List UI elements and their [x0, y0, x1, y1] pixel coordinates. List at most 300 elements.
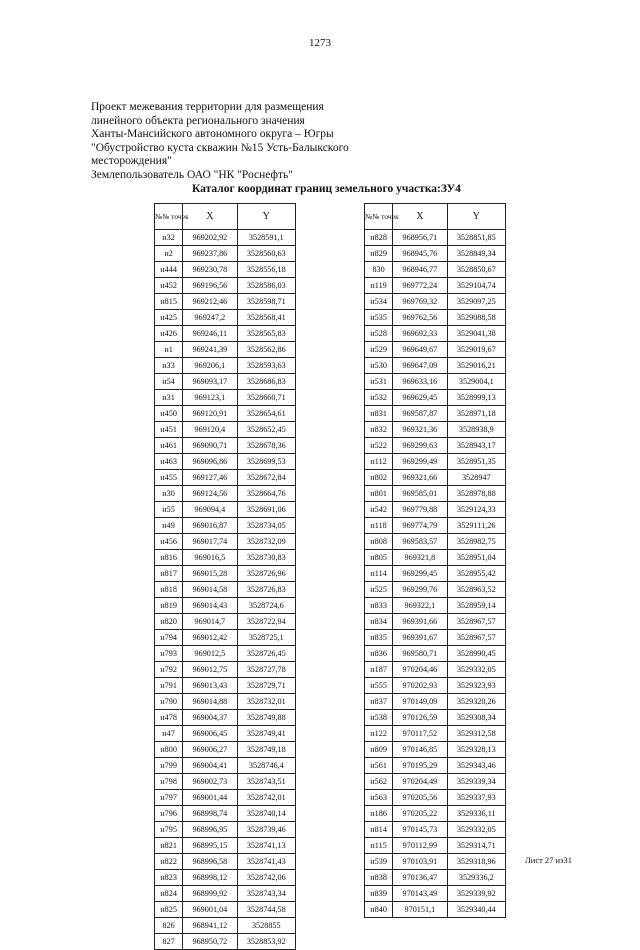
y-coordinate-cell: 3529336,11: [447, 806, 505, 822]
coordinates-table-left: [154, 203, 296, 950]
table-row: [365, 374, 506, 390]
y-coordinate-cell: 3528730,83: [237, 550, 295, 566]
point-number-cell: н426: [155, 326, 183, 342]
x-coordinate-cell: 968956,71: [393, 230, 447, 246]
y-coordinate-cell: 3528739,46: [237, 822, 295, 838]
table-row: [155, 294, 296, 310]
point-number-cell: н186: [365, 806, 393, 822]
y-coordinate-cell: 3528652,45: [237, 422, 295, 438]
x-coordinate-cell: 970103,91: [393, 854, 447, 870]
table-row: [365, 614, 506, 630]
table-row: [365, 470, 506, 486]
x-coordinate-cell: 969090,71: [183, 438, 237, 454]
x-coordinate-cell: 969391,66: [393, 614, 447, 630]
x-coordinate-cell: 969299,45: [393, 566, 447, 582]
x-coordinate-cell: 969123,1: [183, 390, 237, 406]
y-coordinate-cell: 3528849,34: [447, 246, 505, 262]
table-row: [155, 902, 296, 918]
table-row: [365, 262, 506, 278]
x-coordinate-cell: 969014,88: [183, 694, 237, 710]
column-header-y: Y: [237, 204, 295, 230]
table-row: [155, 646, 296, 662]
point-number-cell: н797: [155, 790, 183, 806]
column-header-num: №№ точек: [365, 204, 393, 230]
point-number-cell: н49: [155, 518, 183, 534]
table-row: [155, 710, 296, 726]
point-number-cell: н793: [155, 646, 183, 662]
point-number-cell: н530: [365, 358, 393, 374]
table-row: [365, 502, 506, 518]
table-row: [155, 726, 296, 742]
x-coordinate-cell: 970126,59: [393, 710, 447, 726]
x-coordinate-cell: 969633,16: [393, 374, 447, 390]
table-row: [155, 310, 296, 326]
point-number-cell: н815: [155, 294, 183, 310]
x-coordinate-cell: 969241,39: [183, 342, 237, 358]
table-row: [155, 662, 296, 678]
point-number-cell: н534: [365, 294, 393, 310]
x-coordinate-cell: 968995,15: [183, 838, 237, 854]
header-line: Землепользователь ОАО "НК "Роснефть": [91, 168, 293, 181]
point-number-cell: н478: [155, 710, 183, 726]
y-coordinate-cell: 3528565,83: [237, 326, 295, 342]
table-row: [155, 550, 296, 566]
point-number-cell: н444: [155, 262, 183, 278]
y-coordinate-cell: 3528740,14: [237, 806, 295, 822]
x-coordinate-cell: 969002,73: [183, 774, 237, 790]
point-number-cell: 827: [155, 934, 183, 950]
y-coordinate-cell: 3528562,86: [237, 342, 295, 358]
table-header-row: [155, 204, 296, 230]
point-number-cell: н829: [365, 246, 393, 262]
point-number-cell: н805: [365, 550, 393, 566]
y-coordinate-cell: 3528943,17: [447, 438, 505, 454]
x-coordinate-cell: 969580,71: [393, 646, 447, 662]
x-coordinate-cell: 969196,56: [183, 278, 237, 294]
table-row: [155, 854, 296, 870]
x-coordinate-cell: 970117,52: [393, 726, 447, 742]
y-coordinate-cell: 3529019,67: [447, 342, 505, 358]
x-coordinate-cell: 968998,74: [183, 806, 237, 822]
table-row: [365, 854, 506, 870]
table-row: [155, 406, 296, 422]
point-number-cell: н837: [365, 694, 393, 710]
table-row: [365, 710, 506, 726]
table-row: [365, 326, 506, 342]
point-number-cell: н563: [365, 790, 393, 806]
point-number-cell: н791: [155, 678, 183, 694]
table-row: [155, 342, 296, 358]
table-row: [365, 486, 506, 502]
point-number-cell: н823: [155, 870, 183, 886]
point-number-cell: н455: [155, 470, 183, 486]
table-row: [365, 246, 506, 262]
x-coordinate-cell: 969012,75: [183, 662, 237, 678]
table-row: [155, 934, 296, 950]
y-coordinate-cell: 3528967,57: [447, 614, 505, 630]
x-coordinate-cell: 969299,76: [393, 582, 447, 598]
point-number-cell: н452: [155, 278, 183, 294]
x-coordinate-cell: 969120,91: [183, 406, 237, 422]
table-row: [365, 342, 506, 358]
point-number-cell: н33: [155, 358, 183, 374]
header-line: Проект межевания территории для размещения: [91, 101, 324, 113]
point-number-cell: н831: [365, 406, 393, 422]
x-coordinate-cell: 969246,11: [183, 326, 237, 342]
x-coordinate-cell: 969120,4: [183, 422, 237, 438]
y-coordinate-cell: 3528743,51: [237, 774, 295, 790]
point-number-cell: н555: [365, 678, 393, 694]
x-coordinate-cell: 968950,72: [183, 934, 237, 950]
x-coordinate-cell: 969321,66: [393, 470, 447, 486]
table-row: [365, 902, 506, 918]
y-coordinate-cell: 3529339,34: [447, 774, 505, 790]
y-coordinate-cell: 3529111,26: [447, 518, 505, 534]
column-header-num: №№ точек: [155, 204, 183, 230]
y-coordinate-cell: 3529320,26: [447, 694, 505, 710]
y-coordinate-cell: 3529323,93: [447, 678, 505, 694]
point-number-cell: н450: [155, 406, 183, 422]
table-row: [155, 390, 296, 406]
point-number-cell: н461: [155, 438, 183, 454]
table-row: [155, 438, 296, 454]
y-coordinate-cell: 3528851,85: [447, 230, 505, 246]
table-row: [365, 454, 506, 470]
table-row: [155, 598, 296, 614]
table-row: [155, 694, 296, 710]
x-coordinate-cell: 969202,92: [183, 230, 237, 246]
y-coordinate-cell: 3528963,52: [447, 582, 505, 598]
document-header: [91, 101, 391, 182]
x-coordinate-cell: 969583,57: [393, 534, 447, 550]
x-coordinate-cell: 969212,46: [183, 294, 237, 310]
point-number-cell: н833: [365, 598, 393, 614]
point-number-cell: н456: [155, 534, 183, 550]
table-row: [365, 662, 506, 678]
table-row: [365, 550, 506, 566]
x-coordinate-cell: 969014,43: [183, 598, 237, 614]
x-coordinate-cell: 969692,33: [393, 326, 447, 342]
y-coordinate-cell: 3529328,13: [447, 742, 505, 758]
y-coordinate-cell: 3528971,18: [447, 406, 505, 422]
x-coordinate-cell: 970136,47: [393, 870, 447, 886]
table-row: [365, 534, 506, 550]
table-row: [365, 518, 506, 534]
column-header-x: X: [393, 204, 447, 230]
x-coordinate-cell: 969001,44: [183, 790, 237, 806]
x-coordinate-cell: 969124,56: [183, 486, 237, 502]
table-row: [365, 598, 506, 614]
x-coordinate-cell: 970143,49: [393, 886, 447, 902]
point-number-cell: н824: [155, 886, 183, 902]
header-line: "Обустройство куста скважин №15 Усть-Балыкского: [91, 141, 349, 154]
x-coordinate-cell: 970204,46: [393, 662, 447, 678]
y-coordinate-cell: 3529340,44: [447, 902, 505, 918]
x-coordinate-cell: 969299,63: [393, 438, 447, 454]
point-number-cell: н799: [155, 758, 183, 774]
table-row: [365, 406, 506, 422]
y-coordinate-cell: 3529308,34: [447, 710, 505, 726]
x-coordinate-cell: 969237,86: [183, 246, 237, 262]
y-coordinate-cell: 3528660,71: [237, 390, 295, 406]
point-number-cell: н840: [365, 902, 393, 918]
y-coordinate-cell: 3528742,06: [237, 870, 295, 886]
point-number-cell: н118: [365, 518, 393, 534]
table-row: [155, 918, 296, 934]
point-number-cell: н790: [155, 694, 183, 710]
point-number-cell: н532: [365, 390, 393, 406]
x-coordinate-cell: 968996,95: [183, 822, 237, 838]
x-coordinate-cell: 969206,1: [183, 358, 237, 374]
y-coordinate-cell: 3528591,1: [237, 230, 295, 246]
table-row: [155, 806, 296, 822]
x-coordinate-cell: 968998,12: [183, 870, 237, 886]
catalog-title: Каталог координат границ земельного участка:ЗУ4: [192, 183, 461, 195]
x-coordinate-cell: 969769,32: [393, 294, 447, 310]
x-coordinate-cell: 968946,77: [393, 262, 447, 278]
point-number-cell: н187: [365, 662, 393, 678]
point-number-cell: н525: [365, 582, 393, 598]
table-row: [155, 678, 296, 694]
table-row: [155, 534, 296, 550]
point-number-cell: н814: [365, 822, 393, 838]
y-coordinate-cell: 3528722,94: [237, 614, 295, 630]
point-number-cell: н31: [155, 390, 183, 406]
point-number-cell: н796: [155, 806, 183, 822]
table-row: [155, 486, 296, 502]
table-row: [155, 630, 296, 646]
y-coordinate-cell: 3528947: [447, 470, 505, 486]
point-number-cell: н821: [155, 838, 183, 854]
x-coordinate-cell: 969127,46: [183, 470, 237, 486]
table-row: [155, 742, 296, 758]
y-coordinate-cell: 3529041,38: [447, 326, 505, 342]
x-coordinate-cell: 969779,88: [393, 502, 447, 518]
table-row: [365, 886, 506, 902]
y-coordinate-cell: 3528855: [237, 918, 295, 934]
y-coordinate-cell: 3528741,13: [237, 838, 295, 854]
point-number-cell: н822: [155, 854, 183, 870]
point-number-cell: н817: [155, 566, 183, 582]
table-row: [155, 758, 296, 774]
y-coordinate-cell: 3529332,05: [447, 822, 505, 838]
column-header-x: X: [183, 204, 237, 230]
y-coordinate-cell: 3528556,18: [237, 262, 295, 278]
coordinates-table-right: [364, 203, 506, 918]
point-number-cell: н425: [155, 310, 183, 326]
table-row: [365, 838, 506, 854]
y-coordinate-cell: 3528967,57: [447, 630, 505, 646]
table-row: [155, 774, 296, 790]
y-coordinate-cell: 3528686,83: [237, 374, 295, 390]
x-coordinate-cell: 969649,67: [393, 342, 447, 358]
x-coordinate-cell: 969016,5: [183, 550, 237, 566]
point-number-cell: н832: [365, 422, 393, 438]
table-row: [155, 790, 296, 806]
point-number-cell: н122: [365, 726, 393, 742]
y-coordinate-cell: 3528654,61: [237, 406, 295, 422]
y-coordinate-cell: 3529016,21: [447, 358, 505, 374]
point-number-cell: н115: [365, 838, 393, 854]
y-coordinate-cell: 3528999,13: [447, 390, 505, 406]
y-coordinate-cell: 3529124,33: [447, 502, 505, 518]
table-row: [155, 502, 296, 518]
point-number-cell: н808: [365, 534, 393, 550]
x-coordinate-cell: 970145,73: [393, 822, 447, 838]
y-coordinate-cell: 3529336,2: [447, 870, 505, 886]
x-coordinate-cell: 969017,74: [183, 534, 237, 550]
x-coordinate-cell: 969321,36: [393, 422, 447, 438]
sheet-footer: Лист 27 из31: [525, 855, 572, 865]
table-row: [365, 758, 506, 774]
y-coordinate-cell: 3528982,75: [447, 534, 505, 550]
table-row: [155, 886, 296, 902]
y-coordinate-cell: 3528724,6: [237, 598, 295, 614]
point-number-cell: н529: [365, 342, 393, 358]
y-coordinate-cell: 3528699,53: [237, 454, 295, 470]
table-row: [155, 358, 296, 374]
table-row: [365, 726, 506, 742]
y-coordinate-cell: 3529104,74: [447, 278, 505, 294]
y-coordinate-cell: 3528990,45: [447, 646, 505, 662]
table-row: [365, 310, 506, 326]
point-number-cell: н561: [365, 758, 393, 774]
table-row: [155, 518, 296, 534]
point-number-cell: н112: [365, 454, 393, 470]
x-coordinate-cell: 969629,45: [393, 390, 447, 406]
x-coordinate-cell: 969647,09: [393, 358, 447, 374]
point-number-cell: н818: [155, 582, 183, 598]
x-coordinate-cell: 970112,99: [393, 838, 447, 854]
table-row: [155, 838, 296, 854]
y-coordinate-cell: 3528691,06: [237, 502, 295, 518]
x-coordinate-cell: 970204,49: [393, 774, 447, 790]
point-number-cell: н55: [155, 502, 183, 518]
table-row: [155, 246, 296, 262]
point-number-cell: н538: [365, 710, 393, 726]
y-coordinate-cell: 3528951,04: [447, 550, 505, 566]
point-number-cell: н809: [365, 742, 393, 758]
y-coordinate-cell: 3528959,14: [447, 598, 505, 614]
table-row: [155, 822, 296, 838]
x-coordinate-cell: 968945,76: [393, 246, 447, 262]
y-coordinate-cell: 3528749,18: [237, 742, 295, 758]
y-coordinate-cell: 3528664,76: [237, 486, 295, 502]
y-coordinate-cell: 3529314,71: [447, 838, 505, 854]
point-number-cell: н32: [155, 230, 183, 246]
x-coordinate-cell: 970202,93: [393, 678, 447, 694]
x-coordinate-cell: 969096,86: [183, 454, 237, 470]
point-number-cell: н838: [365, 870, 393, 886]
point-number-cell: н531: [365, 374, 393, 390]
point-number-cell: н800: [155, 742, 183, 758]
x-coordinate-cell: 969299,49: [393, 454, 447, 470]
x-coordinate-cell: 969230,78: [183, 262, 237, 278]
y-coordinate-cell: 3528749,88: [237, 710, 295, 726]
table-row: [155, 326, 296, 342]
table-row: [155, 566, 296, 582]
x-coordinate-cell: 969006,27: [183, 742, 237, 758]
point-number-cell: н836: [365, 646, 393, 662]
x-coordinate-cell: 969004,41: [183, 758, 237, 774]
point-number-cell: н528: [365, 326, 393, 342]
y-coordinate-cell: 3528568,41: [237, 310, 295, 326]
y-coordinate-cell: 3528743,34: [237, 886, 295, 902]
y-coordinate-cell: 3528938,9: [447, 422, 505, 438]
x-coordinate-cell: 970205,22: [393, 806, 447, 822]
table-row: [155, 470, 296, 486]
y-coordinate-cell: 3529339,92: [447, 886, 505, 902]
page-number: 1273: [309, 37, 331, 49]
table-row: [365, 806, 506, 822]
header-line: Ханты-Мансийского автономного округа – Югры: [91, 128, 334, 140]
header-line: линейного объекта регионального значения: [91, 114, 305, 127]
x-coordinate-cell: 969016,87: [183, 518, 237, 534]
x-coordinate-cell: 969391,67: [393, 630, 447, 646]
table-row: [365, 742, 506, 758]
x-coordinate-cell: 969321,8: [393, 550, 447, 566]
point-number-cell: н30: [155, 486, 183, 502]
table-row: [365, 358, 506, 374]
x-coordinate-cell: 969012,42: [183, 630, 237, 646]
y-coordinate-cell: 3529004,1: [447, 374, 505, 390]
y-coordinate-cell: 3529332,05: [447, 662, 505, 678]
x-coordinate-cell: 970195,29: [393, 758, 447, 774]
point-number-cell: н451: [155, 422, 183, 438]
table-row: [155, 870, 296, 886]
x-coordinate-cell: 969004,37: [183, 710, 237, 726]
y-coordinate-cell: 3528678,36: [237, 438, 295, 454]
y-coordinate-cell: 3528746,4: [237, 758, 295, 774]
point-number-cell: н820: [155, 614, 183, 630]
table-row: [155, 262, 296, 278]
column-header-y: Y: [447, 204, 505, 230]
y-coordinate-cell: 3528850,67: [447, 262, 505, 278]
table-row: [155, 278, 296, 294]
x-coordinate-cell: 969772,24: [393, 278, 447, 294]
y-coordinate-cell: 3528726,45: [237, 646, 295, 662]
x-coordinate-cell: 969094,4: [183, 502, 237, 518]
y-coordinate-cell: 3529312,58: [447, 726, 505, 742]
table-row: [365, 870, 506, 886]
y-coordinate-cell: 3528951,35: [447, 454, 505, 470]
x-coordinate-cell: 969014,58: [183, 582, 237, 598]
y-coordinate-cell: 3528744,58: [237, 902, 295, 918]
point-number-cell: 830: [365, 262, 393, 278]
x-coordinate-cell: 970149,09: [393, 694, 447, 710]
x-coordinate-cell: 969762,56: [393, 310, 447, 326]
y-coordinate-cell: 3529088,58: [447, 310, 505, 326]
y-coordinate-cell: 3528725,1: [237, 630, 295, 646]
x-coordinate-cell: 969012,5: [183, 646, 237, 662]
table-row: [365, 422, 506, 438]
table-row: [365, 278, 506, 294]
y-coordinate-cell: 3529337,93: [447, 790, 505, 806]
y-coordinate-cell: 3528732,09: [237, 534, 295, 550]
table-row: [365, 438, 506, 454]
x-coordinate-cell: 969774,79: [393, 518, 447, 534]
point-number-cell: 826: [155, 918, 183, 934]
x-coordinate-cell: 969322,1: [393, 598, 447, 614]
x-coordinate-cell: 969013,43: [183, 678, 237, 694]
table-row: [365, 630, 506, 646]
table-row: [155, 582, 296, 598]
point-number-cell: н834: [365, 614, 393, 630]
x-coordinate-cell: 969247,2: [183, 310, 237, 326]
point-number-cell: н794: [155, 630, 183, 646]
x-coordinate-cell: 969006,45: [183, 726, 237, 742]
y-coordinate-cell: 3528853,92: [237, 934, 295, 950]
